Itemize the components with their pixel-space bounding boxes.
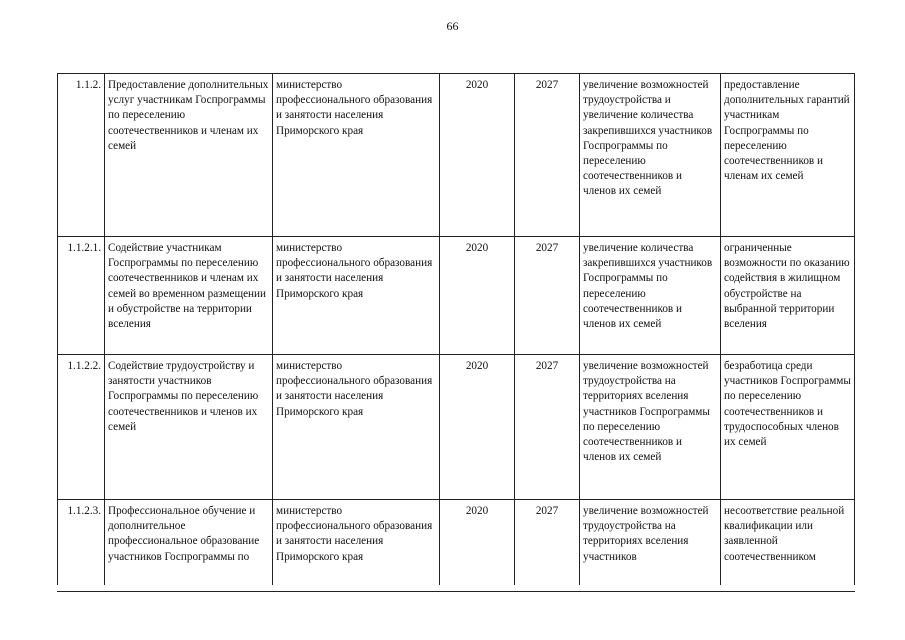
responsible-executor: министерство профессионального образования и занятости населения Приморского края	[273, 237, 440, 355]
item-number: 1.1.2.2.	[58, 355, 105, 500]
expected-result: увеличение количества закрепившихся участников Госпрограммы по переселению соотечественников и членов их семей	[580, 237, 721, 355]
responsible-executor: министерство профессионального образования и занятости населения Приморского края	[273, 74, 440, 237]
responsible-executor: министерство профессионального образования и занятости населения Приморского края	[273, 355, 440, 500]
expected-result: увеличение возможностей трудоустройства на территориях вселения участников	[580, 500, 721, 586]
end-year: 2027	[515, 237, 580, 355]
measure-name: Предоставление дополнительных услуг участникам Госпрограммы по переселению соотечественников и членам их семей	[105, 74, 273, 237]
end-year: 2027	[515, 355, 580, 500]
page-number: 66	[446, 19, 459, 33]
item-number: 1.1.2.3.	[58, 500, 105, 586]
responsible-executor: министерство профессионального образования и занятости населения Приморского края	[273, 500, 440, 586]
risk-description: ограниченные возможности по оказанию содействия в жилищном обустройстве на выбранной территории вселения	[721, 237, 855, 355]
table-row	[58, 74, 855, 237]
measure-name: Содействие трудоустройству и занятости участников Госпрограммы по переселению соотечественников и членов их семей	[105, 355, 273, 500]
table-bottom-border	[57, 591, 855, 592]
end-year: 2027	[515, 74, 580, 237]
table-row	[58, 237, 855, 355]
risk-description: несоответствие реальной квалификации или заявленной соотечественником	[721, 500, 855, 586]
end-year: 2027	[515, 500, 580, 586]
expected-result: увеличение возможностей трудоустройства и увеличение количества закрепившихся участников Госпрограммы по переселению соотечественников и членов их семей	[580, 74, 721, 237]
table-row	[58, 355, 855, 500]
measure-name: Содействие участникам Госпрограммы по переселению соотечественников и членам их семей во временном размещении и обустройстве на территории вселения	[105, 237, 273, 355]
start-year: 2020	[440, 237, 515, 355]
item-number: 1.1.2.1.	[58, 237, 105, 355]
start-year: 2020	[440, 500, 515, 586]
item-number: 1.1.2.	[58, 74, 105, 237]
risk-description: предоставление дополнительных гарантий участникам Госпрограммы по переселению соотечественников и членам их семей	[721, 74, 855, 237]
start-year: 2020	[440, 355, 515, 500]
expected-result: увеличение возможностей трудоустройства на территориях вселения участников Госпрограммы по переселению соотечественников и членов их семей	[580, 355, 721, 500]
program-measures-table	[57, 73, 855, 585]
start-year: 2020	[440, 74, 515, 237]
risk-description: безработица среди участников Госпрограммы по переселению соотечественников и трудоспособных членов их семей	[721, 355, 855, 500]
table-row	[58, 500, 855, 586]
measure-name: Профессиональное обучение и дополнительное профессиональное образование участников Госпрограммы по	[105, 500, 273, 586]
